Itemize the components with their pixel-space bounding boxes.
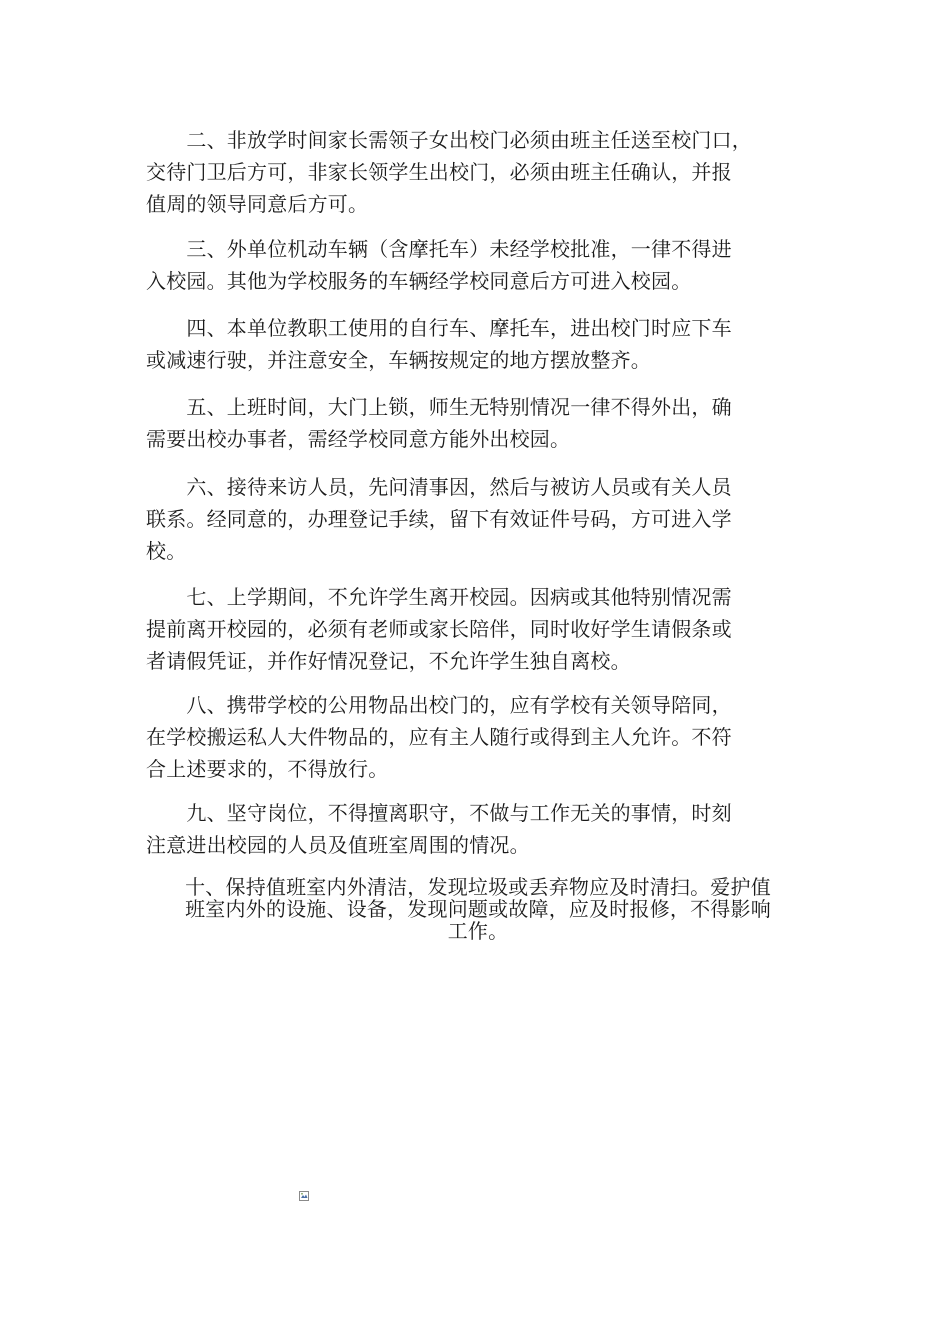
paragraph-line: 在学校搬运私人大件物品的，应有主人随行或得到主人允许。不符 — [146, 725, 732, 749]
paragraph-line: 四、本单位教职工使用的自行车、摩托车，进出校门时应下车 — [146, 316, 732, 340]
paragraph-line: 七、上学期间，不允许学生离开校园。因病或其他特别情况需 — [146, 585, 732, 609]
paragraph-5 — [146, 391, 806, 455]
paragraph-line: 注意进出校园的人员及值班室周围的情况。 — [146, 833, 530, 857]
paragraph-line: 十、保持值班室内外清洁，发现垃圾或丢弃物应及时清扫。爱护值 — [185, 875, 771, 899]
paragraph-line: 或减速行驶，并注意安全，车辆按规定的地方摆放整齐。 — [146, 348, 651, 372]
paragraph-line: 需要出校办事者，需经学校同意方能外出校园。 — [146, 427, 571, 451]
paragraph-line: 者请假凭证，并作好情况登记，不允许学生独自离校。 — [146, 649, 631, 673]
paragraph-line: 入校园。其他为学校服务的车辆经学校同意后方可进入校园。 — [146, 269, 692, 293]
paragraph-line: 校。 — [146, 539, 187, 563]
paragraph-line: 五、上班时间，大门上锁，师生无特别情况一律不得外出，确 — [146, 395, 732, 419]
paragraph-line: 提前离开校园的，必须有老师或家长陪伴，同时收好学生请假条或 — [146, 617, 732, 641]
paragraph-line: 三、外单位机动车辆（含摩托车）未经学校批准，一律不得进 — [146, 237, 732, 261]
paragraph-9 — [146, 797, 806, 861]
paragraph-2 — [146, 124, 806, 220]
paragraph-line: 交待门卫后方可，非家长领学生出校门，必须由班主任确认，并报 — [146, 160, 732, 184]
paragraph-line: 合上述要求的，不得放行。 — [146, 757, 389, 781]
paragraph-line: 班室内外的设施、设备，发现问题或故障，应及时报修，不得影响 — [185, 897, 771, 921]
broken-image-icon — [299, 1186, 309, 1196]
paragraph-7 — [146, 581, 806, 677]
paragraph-8 — [146, 689, 806, 785]
paragraph-3 — [146, 233, 806, 297]
paragraph-line: 九、坚守岗位，不得擅离职守，不做与工作无关的事情，时刻 — [146, 801, 732, 825]
paragraph-line: 联系。经同意的，办理登记手续，留下有效证件号码，方可进入学 — [146, 507, 732, 531]
paragraph-10 — [150, 876, 806, 942]
paragraph-line: 工作。 — [447, 919, 509, 943]
paragraph-line: 八、携带学校的公用物品出校门的，应有学校有关领导陪同， — [146, 693, 732, 717]
paragraph-4 — [146, 312, 806, 376]
paragraph-line: 二、非放学时间家长需领子女出校门必须由班主任送至校门口， — [146, 128, 752, 152]
paragraph-6 — [146, 471, 806, 567]
paragraph-line: 六、接待来访人员，先问清事因，然后与被访人员或有关人员 — [146, 475, 732, 499]
paragraph-line: 值周的领导同意后方可。 — [146, 192, 369, 216]
